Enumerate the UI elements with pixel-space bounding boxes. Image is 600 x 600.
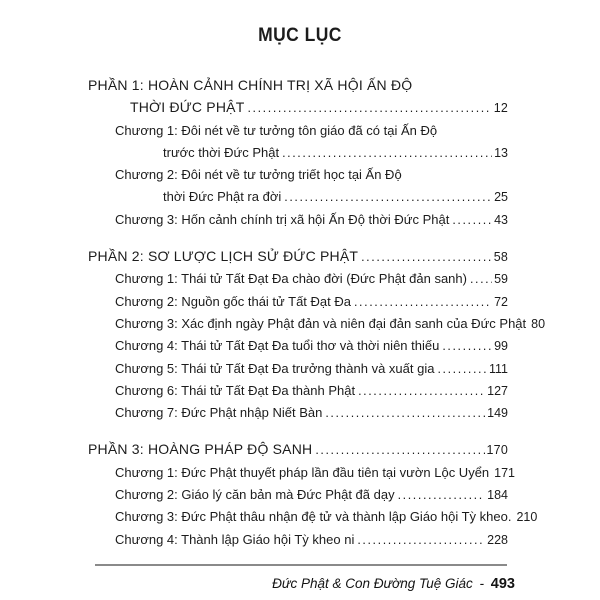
toc-entry-text: Chương 3: Đức Phật thâu nhận đệ tử và thành lập Giáo hội Tỳ kheo. [115,509,512,525]
footer [0,576,515,592]
toc-page-number: 80 [531,316,546,331]
toc-entry-text: trước thời Đức Phật [163,144,280,160]
toc-entry [88,313,546,335]
dot-leader [437,358,487,380]
toc-page-number: 171 [494,465,516,480]
toc-entry-text: Chương 2: Giáo lý căn bản mà Đức Phật đã dạy [115,487,395,503]
dot-leader [284,186,492,208]
toc-entry-line-with-page [115,335,508,357]
footer-separator: - [479,575,485,591]
toc-entry [88,529,508,551]
toc-entry-line-with-page [88,96,508,119]
toc-entry-text: Chương 5: Thái tử Tất Đạt Đa trưởng thành và xuất gia [115,360,435,376]
dot-leader [398,484,486,506]
toc-page-number: 228 [487,532,508,547]
toc-entry [88,358,508,380]
toc-entry-line1: Chương 1: Đôi nét về tư tưởng tôn giáo đã có tại Ấn Độ [115,122,438,138]
dot-leader [282,142,492,164]
dot-leader [442,335,492,357]
toc-entries [88,74,546,551]
toc-entry-text: Chương 7: Đức Phật nhập Niết Bàn [115,405,323,421]
toc-entry [88,74,508,120]
toc-entry-line-with-page [115,268,508,290]
toc-page-number: 99 [494,339,508,354]
dot-leader [470,268,492,290]
toc-entry [88,164,508,209]
toc-entry-line-with-page [88,245,508,268]
toc-page-number: 149 [487,406,508,421]
toc-entry-line-with-page [115,529,508,551]
dot-leader [358,380,485,402]
toc-entry-text: THỜI ĐỨC PHẬT [130,99,245,116]
toc-entry [88,462,516,484]
dot-leader [315,438,484,461]
toc-entry-text: PHẦN 3: HOÀNG PHÁP ĐỘ SANH [88,441,313,458]
toc-entry-text: Chương 3: Hốn cảnh chính trị xã hội Ấn Độ thời Đức Phật [115,211,450,227]
toc-entry [88,484,508,506]
toc-entry [88,120,508,165]
toc-entry-line-with-page [115,142,508,164]
toc-page-number: 210 [516,510,538,525]
footer-book-title: Đức Phật & Con Đường Tuệ Giác [272,575,473,591]
toc-entry-text: Chương 4: Thành lập Giáo hội Tỳ kheo ni [115,531,355,547]
toc-entry-line1: PHẦN 1: HOÀN CẢNH CHÍNH TRỊ XÃ HỘI ẤN ĐỘ [88,77,413,93]
toc-entry-text: Chương 1: Thái tử Tất Đạt Đa chào đời (Đức Phật đản sanh) [115,271,467,287]
toc-entry-line-with-page [88,438,508,461]
toc-entry-line-with-page [115,358,508,380]
toc-entry [88,506,538,528]
toc-entry-text: Chương 2: Nguồn gốc thái tử Tất Đạt Đa [115,293,351,309]
toc-entry-line-with-page [115,506,538,528]
toc-page-number: 13 [494,145,508,160]
toc-entry [88,209,508,231]
footer-page-number: 493 [490,575,515,592]
toc-entry-text: Chương 3: Xác định ngày Phật đản và niên đại đản sanh của Đức Phật [115,315,527,331]
toc-entry-line-with-page [115,484,508,506]
toc-page-number: 72 [494,294,508,309]
toc-page-number: 25 [494,190,508,205]
dot-leader [361,245,492,268]
toc-entry [88,335,508,357]
toc-page-number: 12 [493,101,508,116]
toc-entry [88,380,508,402]
toc-entry-line-with-page [115,380,508,402]
toc-entry-text: Chương 6: Thái tử Tất Đạt Đa thành Phật [115,382,356,398]
footer-divider [95,564,507,566]
page-title: MỤC LỤC [258,25,342,46]
toc-entry [88,291,508,313]
toc-entry [88,245,508,268]
toc-entry-line-with-page [115,291,508,313]
toc-entry-line-with-page [115,186,508,208]
toc-page-number: 111 [488,361,508,376]
toc-entry-line-with-page [115,313,546,335]
toc-entry-text: PHẦN 2: SƠ LƯỢC LỊCH SỬ ĐỨC PHẬT [88,248,359,265]
toc-entry-line-with-page [115,462,516,484]
dot-leader [452,209,492,231]
toc-page-number: 184 [487,488,508,503]
dot-leader [325,402,485,424]
toc-page-number: 59 [494,272,508,287]
dot-leader [354,291,492,313]
toc-entry [88,268,508,290]
toc-entry [88,402,508,424]
dot-leader [247,96,491,119]
toc-page-number: 127 [487,383,508,398]
toc-page-number: 58 [493,250,508,265]
dot-leader [357,529,485,551]
toc-entry-text: Chương 4: Thái tử Tất Đạt Đa tuổi thơ và thời niên thiếu [115,338,440,354]
toc-entry-text: Chương 1: Đức Phật thuyết pháp lần đầu tiên tại vườn Lộc Uyển [115,464,490,480]
toc-entry-line-with-page [115,402,508,424]
toc-entry-line-with-page [115,209,508,231]
toc-page-number: 170 [486,443,508,458]
toc-entry-line1: Chương 2: Đôi nét về tư tưởng triết học tại Ấn Độ [115,167,402,183]
toc-entry [88,438,508,461]
toc-page-number: 43 [494,212,508,227]
toc-entry-text: thời Đức Phật ra đời [163,189,282,205]
